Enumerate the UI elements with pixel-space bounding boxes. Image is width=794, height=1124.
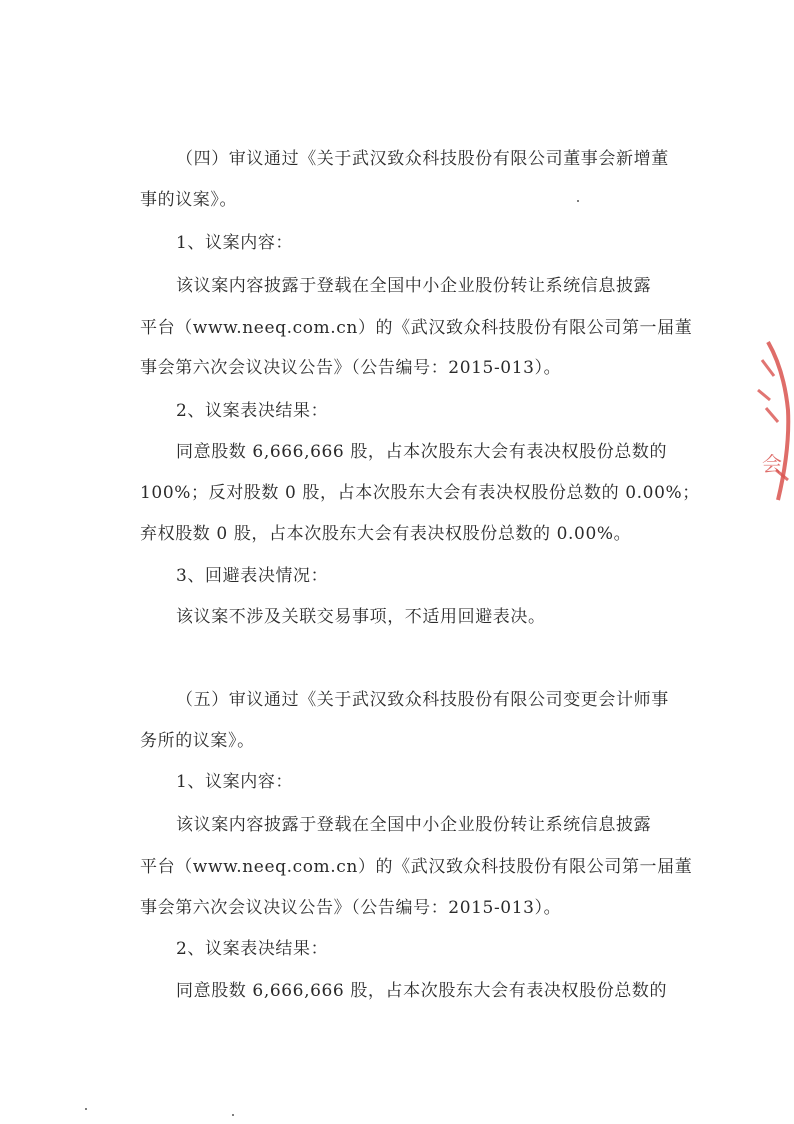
section-5-result-title: 2、议案表决结果：	[176, 939, 329, 959]
section-5-content-title: 1、议案内容：	[176, 772, 294, 792]
section-4-heading-cont: 事的议案》。	[140, 190, 238, 210]
section-4-heading: （四）审议通过《关于武汉致众科技股份有限公司董事会新增董	[176, 149, 669, 169]
section-5-content-line: 事会第六次会议决议公告》（公告编号：2015-013）。	[140, 898, 562, 918]
scan-speck	[232, 1114, 234, 1116]
section-5-result-line: 同意股数 6,666,666 股，占本次股东大会有表决权股份总数的	[176, 981, 668, 1001]
section-5-heading-cont: 务所的议案》。	[140, 731, 255, 751]
scan-speck	[85, 1108, 87, 1110]
section-4-result-line: 弃权股数 0 股，占本次股东大会有表决权股份总数的 0.00%。	[140, 524, 632, 544]
section-5-content-line: 该议案内容披露于登载在全国中小企业股份转让系统信息披露	[176, 815, 652, 835]
section-4-avoid-title: 3、回避表决情况：	[176, 566, 329, 586]
section-4-content-title: 1、议案内容：	[176, 233, 294, 253]
section-4-content-line: 事会第六次会议决议公告》（公告编号：2015-013）。	[140, 358, 562, 378]
section-4-result-title: 2、议案表决结果：	[176, 401, 329, 421]
section-5-content-line: 平台（www.neeq.com.cn）的《武汉致众科技股份有限公司第一届董	[140, 857, 693, 877]
scan-speck	[577, 200, 579, 202]
section-4-avoid-line: 该议案不涉及关联交易事项，不适用回避表决。	[176, 607, 546, 627]
seal-fragment-icon	[748, 330, 794, 510]
section-4-result-line: 100%；反对股数 0 股，占本次股东大会有表决权股份总数的 0.00%；	[140, 483, 700, 503]
section-4-content-line: 平台（www.neeq.com.cn）的《武汉致众科技股份有限公司第一届董	[140, 318, 693, 338]
section-4-content-line: 该议案内容披露于登载在全国中小企业股份转让系统信息披露	[176, 276, 652, 296]
seal-partial-char: 会	[762, 452, 782, 476]
section-5-heading: （五）审议通过《关于武汉致众科技股份有限公司变更会计师事	[176, 690, 669, 710]
section-4-result-line: 同意股数 6,666,666 股，占本次股东大会有表决权股份总数的	[176, 442, 668, 462]
